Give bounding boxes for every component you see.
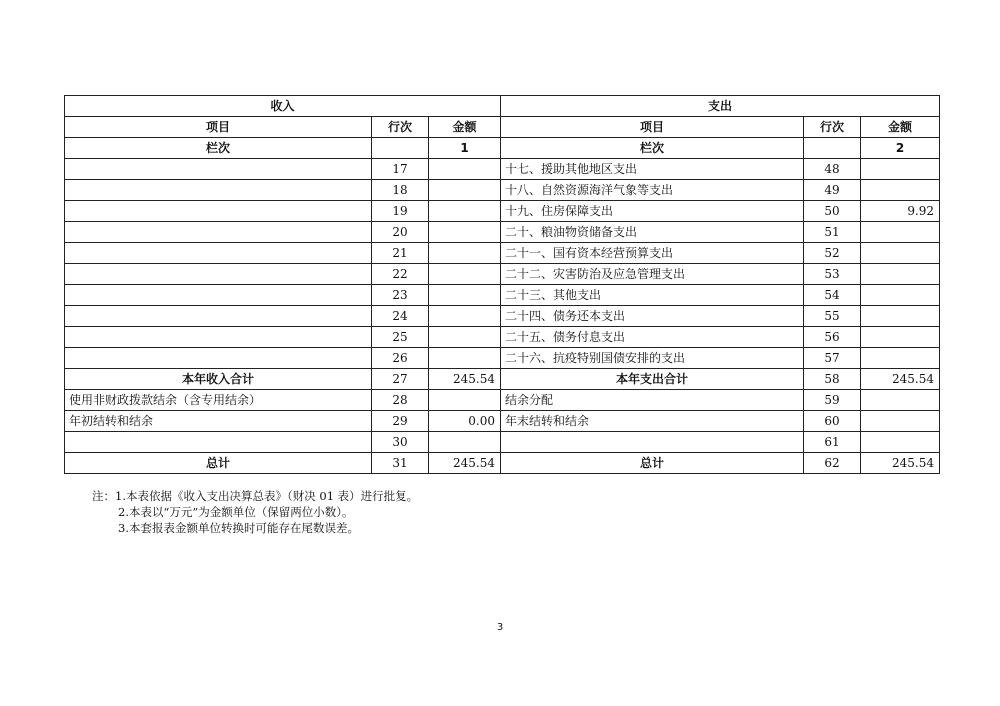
note-2: 2.本表以“万元”为金额单位（保留两位小数）。 <box>118 505 354 519</box>
income-grand-total-amount: 245.54 <box>429 453 501 474</box>
expense-amount-cell: 9.92 <box>861 201 940 222</box>
expense-item-cell: 二十三、其他支出 <box>501 285 804 306</box>
income-line-cell: 18 <box>372 180 429 201</box>
table-row <box>65 348 940 369</box>
expense-amount-cell <box>861 159 940 180</box>
income-index-number: 1 <box>429 138 501 159</box>
expense-index-line <box>804 138 861 159</box>
income-line-cell: 22 <box>372 264 429 285</box>
note-3: 3.本套报表金额单位转换时可能存在尾数误差。 <box>118 521 359 535</box>
expense-item-cell: 二十四、债务还本支出 <box>501 306 804 327</box>
income-amount-cell <box>429 306 501 327</box>
table-row <box>65 306 940 327</box>
income-line-cell: 26 <box>372 348 429 369</box>
expense-line-cell: 55 <box>804 306 861 327</box>
expense-item-cell: 十八、自然资源海洋气象等支出 <box>501 180 804 201</box>
expense-amount-cell <box>861 180 940 201</box>
income-amount-cell <box>429 264 501 285</box>
income-item-header: 项目 <box>65 117 372 138</box>
expense-line-cell: 49 <box>804 180 861 201</box>
income-item-cell: 年初结转和结余 <box>65 411 372 432</box>
expense-line-header: 行次 <box>804 117 861 138</box>
income-total-amount: 245.54 <box>429 369 501 390</box>
income-amount-cell <box>429 285 501 306</box>
expense-line-cell: 52 <box>804 243 861 264</box>
expense-line-cell: 60 <box>804 411 861 432</box>
expense-line-cell: 56 <box>804 327 861 348</box>
column-header-row <box>65 117 940 138</box>
income-amount-cell <box>429 348 501 369</box>
expense-line-cell: 51 <box>804 222 861 243</box>
income-line-cell: 25 <box>372 327 429 348</box>
expense-line-cell: 61 <box>804 432 861 453</box>
income-line-cell: 21 <box>372 243 429 264</box>
budget-table-container <box>64 95 939 474</box>
expense-amount-cell <box>861 306 940 327</box>
expense-total-line: 58 <box>804 369 861 390</box>
expense-line-cell: 48 <box>804 159 861 180</box>
expense-item-cell: 二十五、债务付息支出 <box>501 327 804 348</box>
expense-amount-cell <box>861 432 940 453</box>
expense-line-cell: 57 <box>804 348 861 369</box>
expense-item-cell: 二十二、灾害防治及应急管理支出 <box>501 264 804 285</box>
expense-amount-cell <box>861 285 940 306</box>
expense-header: 支出 <box>501 96 940 117</box>
expense-grand-total-amount: 245.54 <box>861 453 940 474</box>
section-header-row <box>65 96 940 117</box>
income-line-header: 行次 <box>372 117 429 138</box>
income-amount-cell <box>429 222 501 243</box>
expense-item-cell: 二十、粮油物资储备支出 <box>501 222 804 243</box>
table-row <box>65 390 940 411</box>
income-item-cell <box>65 306 372 327</box>
income-grand-total-line: 31 <box>372 453 429 474</box>
expense-index-number: 2 <box>861 138 940 159</box>
income-index-line <box>372 138 429 159</box>
income-expense-table <box>64 95 940 474</box>
expense-line-cell: 54 <box>804 285 861 306</box>
column-index-row <box>65 138 940 159</box>
table-row <box>65 285 940 306</box>
income-grand-total-label: 总计 <box>65 453 372 474</box>
expense-item-cell: 十九、住房保障支出 <box>501 201 804 222</box>
expense-amount-cell <box>861 390 940 411</box>
income-amount-cell <box>429 327 501 348</box>
expense-item-cell: 结余分配 <box>501 390 804 411</box>
income-line-cell: 29 <box>372 411 429 432</box>
expense-line-cell: 50 <box>804 201 861 222</box>
expense-amount-cell <box>861 264 940 285</box>
income-item-cell <box>65 327 372 348</box>
income-item-cell <box>65 348 372 369</box>
income-line-cell: 23 <box>372 285 429 306</box>
expense-grand-total-label: 总计 <box>501 453 804 474</box>
table-row <box>65 201 940 222</box>
income-item-cell <box>65 201 372 222</box>
income-line-cell: 20 <box>372 222 429 243</box>
income-item-cell <box>65 243 372 264</box>
table-row <box>65 264 940 285</box>
note-1: 注：1.本表依据《收入支出决算总表》（财决 01 表）进行批复。 <box>92 489 419 503</box>
grand-total-row <box>65 453 940 474</box>
annual-total-row <box>65 369 940 390</box>
income-item-cell <box>65 180 372 201</box>
table-row <box>65 159 940 180</box>
income-line-cell: 17 <box>372 159 429 180</box>
table-row <box>65 222 940 243</box>
income-amount-header: 金额 <box>429 117 501 138</box>
table-row <box>65 243 940 264</box>
expense-line-cell: 59 <box>804 390 861 411</box>
expense-amount-header: 金额 <box>861 117 940 138</box>
income-line-cell: 30 <box>372 432 429 453</box>
table-row <box>65 432 940 453</box>
income-amount-cell: 0.00 <box>429 411 501 432</box>
income-amount-cell <box>429 159 501 180</box>
expense-line-cell: 53 <box>804 264 861 285</box>
income-total-label: 本年收入合计 <box>65 369 372 390</box>
expense-amount-cell <box>861 411 940 432</box>
income-item-cell <box>65 432 372 453</box>
income-item-cell <box>65 222 372 243</box>
expense-grand-total-line: 62 <box>804 453 861 474</box>
expense-amount-cell <box>861 243 940 264</box>
income-line-cell: 24 <box>372 306 429 327</box>
expense-item-cell: 二十六、抗疫特别国债安排的支出 <box>501 348 804 369</box>
income-item-cell: 使用非财政拨款结余（含专用结余） <box>65 390 372 411</box>
table-row <box>65 411 940 432</box>
table-row <box>65 327 940 348</box>
income-index-label: 栏次 <box>65 138 372 159</box>
income-line-cell: 28 <box>372 390 429 411</box>
income-line-cell: 19 <box>372 201 429 222</box>
income-amount-cell <box>429 201 501 222</box>
expense-item-cell: 二十一、国有资本经营预算支出 <box>501 243 804 264</box>
income-item-cell <box>65 285 372 306</box>
expense-item-cell: 年末结转和结余 <box>501 411 804 432</box>
expense-total-amount: 245.54 <box>861 369 940 390</box>
expense-item-cell <box>501 432 804 453</box>
income-item-cell <box>65 264 372 285</box>
income-amount-cell <box>429 243 501 264</box>
table-row <box>65 180 940 201</box>
expense-amount-cell <box>861 348 940 369</box>
income-amount-cell <box>429 180 501 201</box>
expense-amount-cell <box>861 222 940 243</box>
income-amount-cell <box>429 432 501 453</box>
income-amount-cell <box>429 390 501 411</box>
page-number: 3 <box>496 622 504 633</box>
income-item-cell <box>65 159 372 180</box>
expense-index-label: 栏次 <box>501 138 804 159</box>
expense-amount-cell <box>861 327 940 348</box>
expense-item-cell: 十七、援助其他地区支出 <box>501 159 804 180</box>
expense-item-header: 项目 <box>501 117 804 138</box>
expense-total-label: 本年支出合计 <box>501 369 804 390</box>
income-total-line: 27 <box>372 369 429 390</box>
notes <box>92 488 418 536</box>
income-header: 收入 <box>65 96 501 117</box>
